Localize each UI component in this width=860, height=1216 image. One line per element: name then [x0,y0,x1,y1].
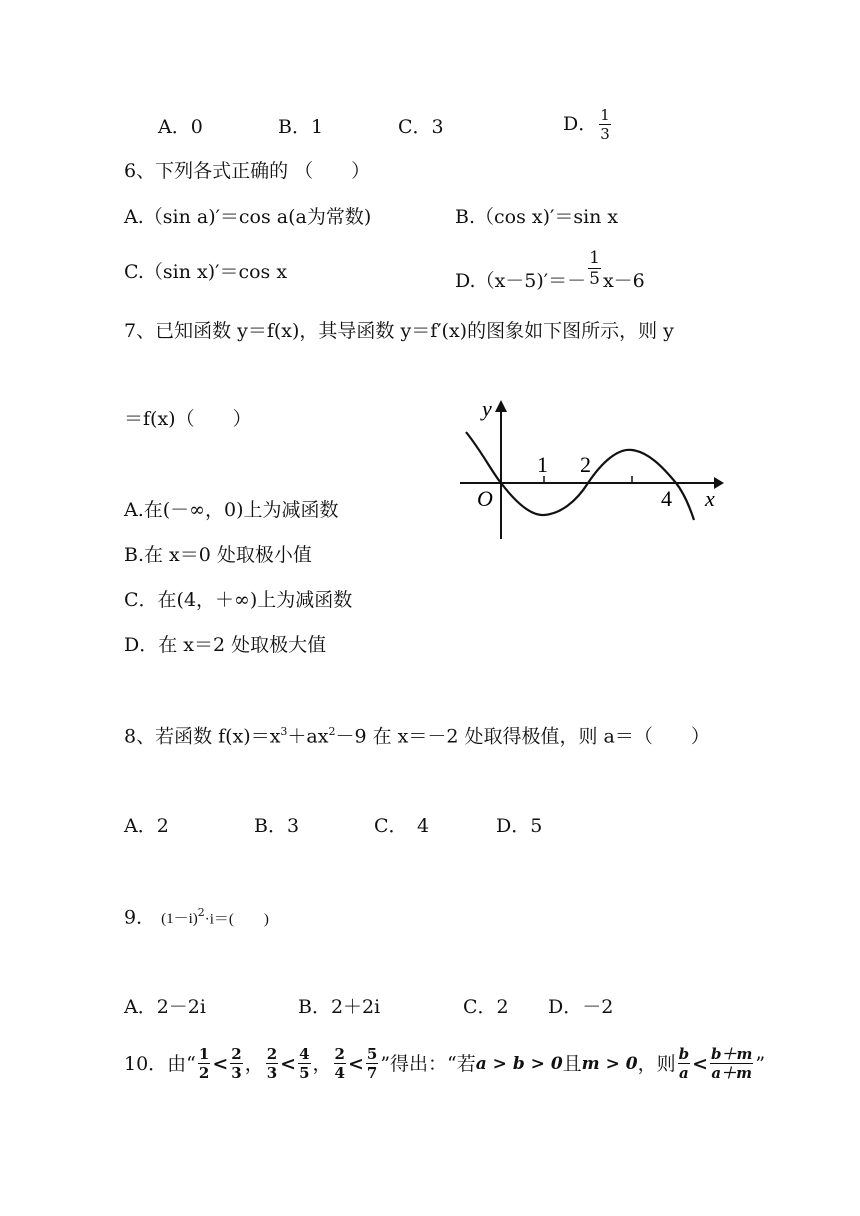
q5-option-b: B．1 [278,116,324,138]
q8-stem: 8、若函数 $f(x)=x^3+ax^2-9$ 在 x＝－2 处取得极值，则 a＝（ ） [124,725,710,748]
origin-label: O [477,486,493,511]
q8-option-a: A．2 [124,815,169,837]
q6-option-b: B.（cos x)′＝sin x [455,206,619,228]
q5-option-c: C．3 [398,116,444,138]
q10-frac-2: $\frac{2}{3}$ [231,1045,242,1082]
q6-option-d-fraction: $\frac{1}{5}$ [589,248,600,289]
q8-option-d: D．5 [496,815,543,837]
q8-option-b: B．3 [254,815,300,837]
q5-option-d-label: D． [563,113,598,135]
q9-option-d: D．－2 [548,996,614,1018]
q7-option-a: A.在(－∞，0)上为减函数 [124,499,339,521]
q6-option-c: C.（sin x)′＝cos x [124,261,288,283]
q10-frac-4: $\frac{4}{5}$ [299,1045,310,1082]
tick-label-2: 2 [580,452,591,477]
y-axis-arrow-icon [495,400,507,412]
x-axis-arrow-icon [714,477,724,489]
q10-frac-5: $\frac{2}{4}$ [334,1045,345,1082]
q9-option-b: B．2＋2i [298,996,381,1018]
q6-option-d [455,248,645,292]
q9-option-c: C．2 [463,996,509,1018]
tick-label-1: 1 [537,452,548,477]
q10-frac-1: $\frac{1}{2}$ [198,1045,210,1082]
q5-option-d-fraction: $\frac{1}{3}$ [600,106,610,143]
q9-stem: 9． $(1-i)^2\cdot i=$( ) [124,906,269,929]
q7-option-b: B.在 x＝0 处取极小值 [124,544,312,566]
q7-stem-continued: ＝f(x)（ ） [124,408,252,430]
q7-option-d: D．在 x＝2 处取极大值 [124,634,327,656]
q10-frac-3: $\frac{2}{3}$ [266,1045,278,1082]
q7-derivative-graph [452,392,732,544]
q10-frac-7: $\frac{b}{a}$ [678,1045,690,1082]
q7-stem: 7、已知函数 y＝f(x)，其导函数 y＝f′(x)的图象如下图所示，则 y [124,320,674,342]
q9-option-a: A．2－2i [124,996,206,1018]
q5-option-a: A．0 [158,116,203,138]
q10-stem: 10．由“ $\frac{1}{2}$ < $\frac{2}{3}$ ， $\frac{2}{3}$ < $\frac{4}{5}$ ， $\frac{2}{4}$ < $\frac{5}{7}$ ”得出：“若 a > b > 0 且 m > 0 ，则 $\frac{b}{a}$ < $\frac{b+m}{a+m}$ ” [124,1045,766,1082]
y-axis-label: y [482,396,492,421]
q6-option-a: A.（sin a)′＝cos a(a为常数) [124,206,372,228]
q5-option-d [563,108,613,142]
q10-frac-6: $\frac{5}{7}$ [366,1045,378,1082]
q7-option-c: C．在(4，＋∞)上为减函数 [124,589,353,611]
q10-frac-8: $\frac{b+m}{a+m}$ [711,1045,753,1082]
tick-label-4: 4 [661,486,672,511]
q6-option-d-suffix: x－6 [602,270,645,292]
q6-stem: 6、下列各式正确的 （ ） [124,160,371,182]
x-axis-label: x [705,486,715,511]
q6-option-d-prefix: D.（x－5)′＝－ [455,270,587,292]
q8-option-c: C． 4 [374,815,430,837]
